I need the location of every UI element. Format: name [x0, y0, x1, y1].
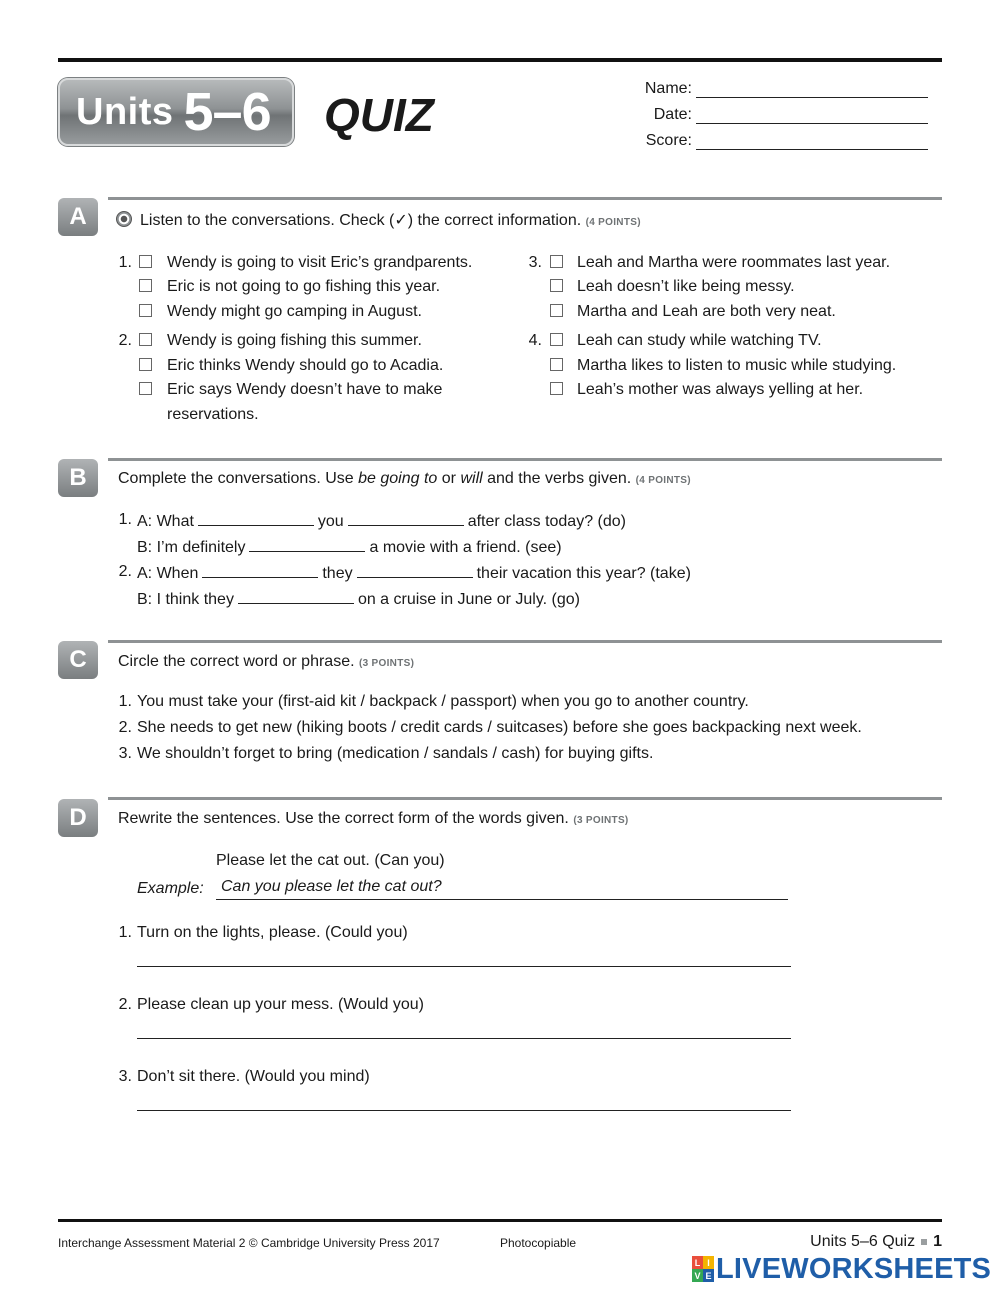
liveworksheets-logo-icon: [692, 1256, 714, 1282]
a-q4-opt3-checkbox[interactable]: [550, 382, 563, 395]
b-q2-number: 2.: [118, 563, 132, 580]
d-q3-answer-line[interactable]: [137, 1110, 791, 1111]
section-c-badge: C: [58, 641, 98, 679]
b-q2-blank2[interactable]: [357, 563, 473, 578]
score-field[interactable]: [600, 126, 928, 150]
a-q2-opt1-label: Wendy is going fishing this summer.: [167, 332, 422, 349]
a-q2-opt3-label-cont: reservations.: [167, 406, 259, 423]
d-q3-number: 3.: [118, 1068, 132, 1085]
logo-letter-v: V: [692, 1269, 703, 1282]
a-q2-opt3-label: Eric says Wendy doesn’t have to make: [167, 381, 443, 398]
a-q1-opt2-label: Eric is not going to go fishing this year.: [167, 278, 441, 295]
c-q2-number: 2.: [118, 719, 132, 736]
a-q3-opt1-checkbox[interactable]: [550, 255, 563, 268]
b-q2-blank3[interactable]: [238, 589, 354, 604]
section-a-instruction-text: Listen to the conversations. Check (✓) the correct information.: [140, 212, 582, 229]
section-b-instr-mid: or: [441, 470, 456, 487]
b-q1-b-pre: B: I’m definitely: [137, 539, 246, 556]
b-q2-line-a: [137, 563, 691, 583]
section-a-badge: A: [58, 198, 98, 236]
a-q4-opt1-checkbox[interactable]: [550, 333, 563, 346]
name-label: Name:: [644, 80, 692, 97]
units-range: 5–6: [183, 82, 271, 142]
b-q1-blank3[interactable]: [249, 537, 365, 552]
logo-letter-i: I: [703, 1256, 714, 1269]
section-a-points: (4 POINTS): [585, 217, 641, 228]
a-q1-opt3-checkbox[interactable]: [139, 304, 152, 317]
a-q1-opt3-label: Wendy might go camping in August.: [167, 303, 422, 320]
b-q1-a-pre: A: What: [137, 513, 194, 530]
a-q4-opt2-label: Martha likes to listen to music while studying.: [577, 357, 897, 374]
bottom-rule: [58, 1219, 942, 1222]
c-q1-number: 1.: [118, 693, 132, 710]
d-q2-answer-line[interactable]: [137, 1038, 791, 1039]
section-b-rule: [108, 458, 942, 461]
b-q2-a-pre: A: When: [137, 565, 199, 582]
section-d-badge: D: [58, 799, 98, 837]
section-b-points: (4 POINTS): [635, 475, 691, 486]
d-q1-number: 1.: [118, 924, 132, 941]
a-q2-opt3-checkbox[interactable]: [139, 382, 152, 395]
d-q1-text: Turn on the lights, please. (Could you): [137, 924, 408, 941]
d-example-prompt: Please let the cat out. (Can you): [216, 852, 445, 869]
footer-photocopiable: Photocopiable: [500, 1236, 577, 1250]
b-q1-a-post: after class today? (do): [467, 513, 626, 530]
c-q3-text[interactable]: We shouldn’t forget to bring (medication / sandals / cash) for buying gifts.: [137, 745, 654, 762]
a-q3-opt1-label: Leah and Martha were roommates last year.: [577, 254, 891, 271]
section-a-rule: [108, 197, 942, 200]
separator-square-icon: [921, 1239, 927, 1245]
a-q3-opt2-checkbox[interactable]: [550, 279, 563, 292]
d-q2-text: Please clean up your mess. (Would you): [137, 996, 424, 1013]
a-q3-number: 3.: [528, 254, 542, 271]
a-q2-opt1-checkbox[interactable]: [139, 333, 152, 346]
a-q3-opt3-label: Martha and Leah are both very neat.: [577, 303, 836, 320]
a-q3-opt3-checkbox[interactable]: [550, 304, 563, 317]
date-field[interactable]: [600, 100, 928, 124]
section-c-rule: [108, 640, 942, 643]
d-q2-number: 2.: [118, 996, 132, 1013]
b-q1-a-mid: you: [317, 513, 344, 530]
a-q2-opt2-label: Eric thinks Wendy should go to Acadia.: [167, 357, 444, 374]
a-q1-opt1-label: Wendy is going to visit Eric’s grandparents.: [167, 254, 473, 271]
b-q2-a-post: their vacation this year? (take): [476, 565, 691, 582]
score-label: Score:: [645, 132, 692, 149]
footer-quiz-label: Units 5–6 Quiz: [810, 1233, 916, 1250]
name-line[interactable]: [696, 79, 928, 98]
top-rule: [58, 58, 942, 62]
quiz-title: QUIZ: [324, 89, 434, 141]
b-q2-b-post: on a cruise in June or July. (go): [357, 591, 580, 608]
a-q1-opt2-checkbox[interactable]: [139, 279, 152, 292]
b-q2-blank1[interactable]: [202, 563, 318, 578]
section-a-instruction: [116, 210, 641, 230]
a-q4-opt1-label: Leah can study while watching TV.: [577, 332, 822, 349]
c-q3-number: 3.: [118, 745, 132, 762]
date-label: Date:: [653, 106, 692, 123]
score-line[interactable]: [696, 131, 928, 150]
logo-letter-e: E: [703, 1269, 714, 1282]
a-q1-opt1-checkbox[interactable]: [139, 255, 152, 268]
section-b-instr-pre: Complete the conversations. Use: [118, 470, 354, 487]
a-q4-number: 4.: [528, 332, 542, 349]
b-q2-b-pre: B: I think they: [137, 591, 234, 608]
section-d-rule: [108, 797, 942, 800]
d-q3-text: Don’t sit there. (Would you mind): [137, 1068, 370, 1085]
name-field[interactable]: [600, 74, 928, 98]
section-c-instruction: [118, 653, 414, 671]
a-q4-opt2-checkbox[interactable]: [550, 358, 563, 371]
liveworksheets-watermark: [692, 1254, 991, 1284]
b-q1-b-post: a movie with a friend. (see): [369, 539, 562, 556]
section-b-instr-em2: will: [460, 470, 483, 487]
date-line[interactable]: [696, 105, 928, 124]
c-q2-text[interactable]: She needs to get new (hiking boots / credit cards / suitcases) before she goes backpacking next week.: [137, 719, 862, 736]
audio-icon[interactable]: [116, 211, 132, 227]
logo-letter-l: L: [692, 1256, 703, 1269]
section-d-points: (3 POINTS): [573, 815, 629, 826]
section-b-instruction: [118, 470, 691, 488]
a-q1-number: 1.: [118, 254, 132, 271]
a-q2-opt2-checkbox[interactable]: [139, 358, 152, 371]
section-b-instr-post: and the verbs given.: [487, 470, 632, 487]
b-q1-line-b: [137, 537, 562, 557]
section-b-instr-em1: be going to: [358, 470, 438, 487]
b-q1-blank1[interactable]: [198, 511, 314, 526]
page-number: 1: [933, 1233, 942, 1250]
section-c-instruction-text: Circle the correct word or phrase.: [118, 653, 355, 670]
b-q2-line-b: [137, 589, 580, 609]
units-badge: [58, 78, 294, 146]
b-q1-line-a: [137, 511, 626, 531]
units-word: Units: [76, 90, 174, 133]
d-example-answer: Can you please let the cat out?: [216, 878, 788, 900]
section-c-points: (3 POINTS): [358, 658, 415, 669]
section-d-instruction: [118, 810, 629, 828]
section-d-instruction-text: Rewrite the sentences. Use the correct form of the words given.: [118, 810, 569, 827]
b-q1-blank2[interactable]: [348, 511, 464, 526]
a-q2-number: 2.: [118, 332, 132, 349]
d-q1-answer-line[interactable]: [137, 966, 791, 967]
a-q4-opt3-label: Leah’s mother was always yelling at her.: [577, 381, 864, 398]
a-q3-opt2-label: Leah doesn’t like being messy.: [577, 278, 795, 295]
b-q2-a-mid: they: [322, 565, 353, 582]
b-q1-number: 1.: [118, 511, 132, 528]
liveworksheets-text: LIVEWORKSHEETS: [716, 1252, 992, 1285]
footer-page-info: [810, 1233, 942, 1251]
footer-copyright: Interchange Assessment Material 2 © Cambridge University Press 2017: [58, 1236, 440, 1250]
section-b-badge: B: [58, 459, 98, 497]
d-example-label: Example:: [137, 880, 204, 897]
c-q1-text[interactable]: You must take your (first-aid kit / backpack / passport) when you go to another country.: [137, 693, 749, 710]
